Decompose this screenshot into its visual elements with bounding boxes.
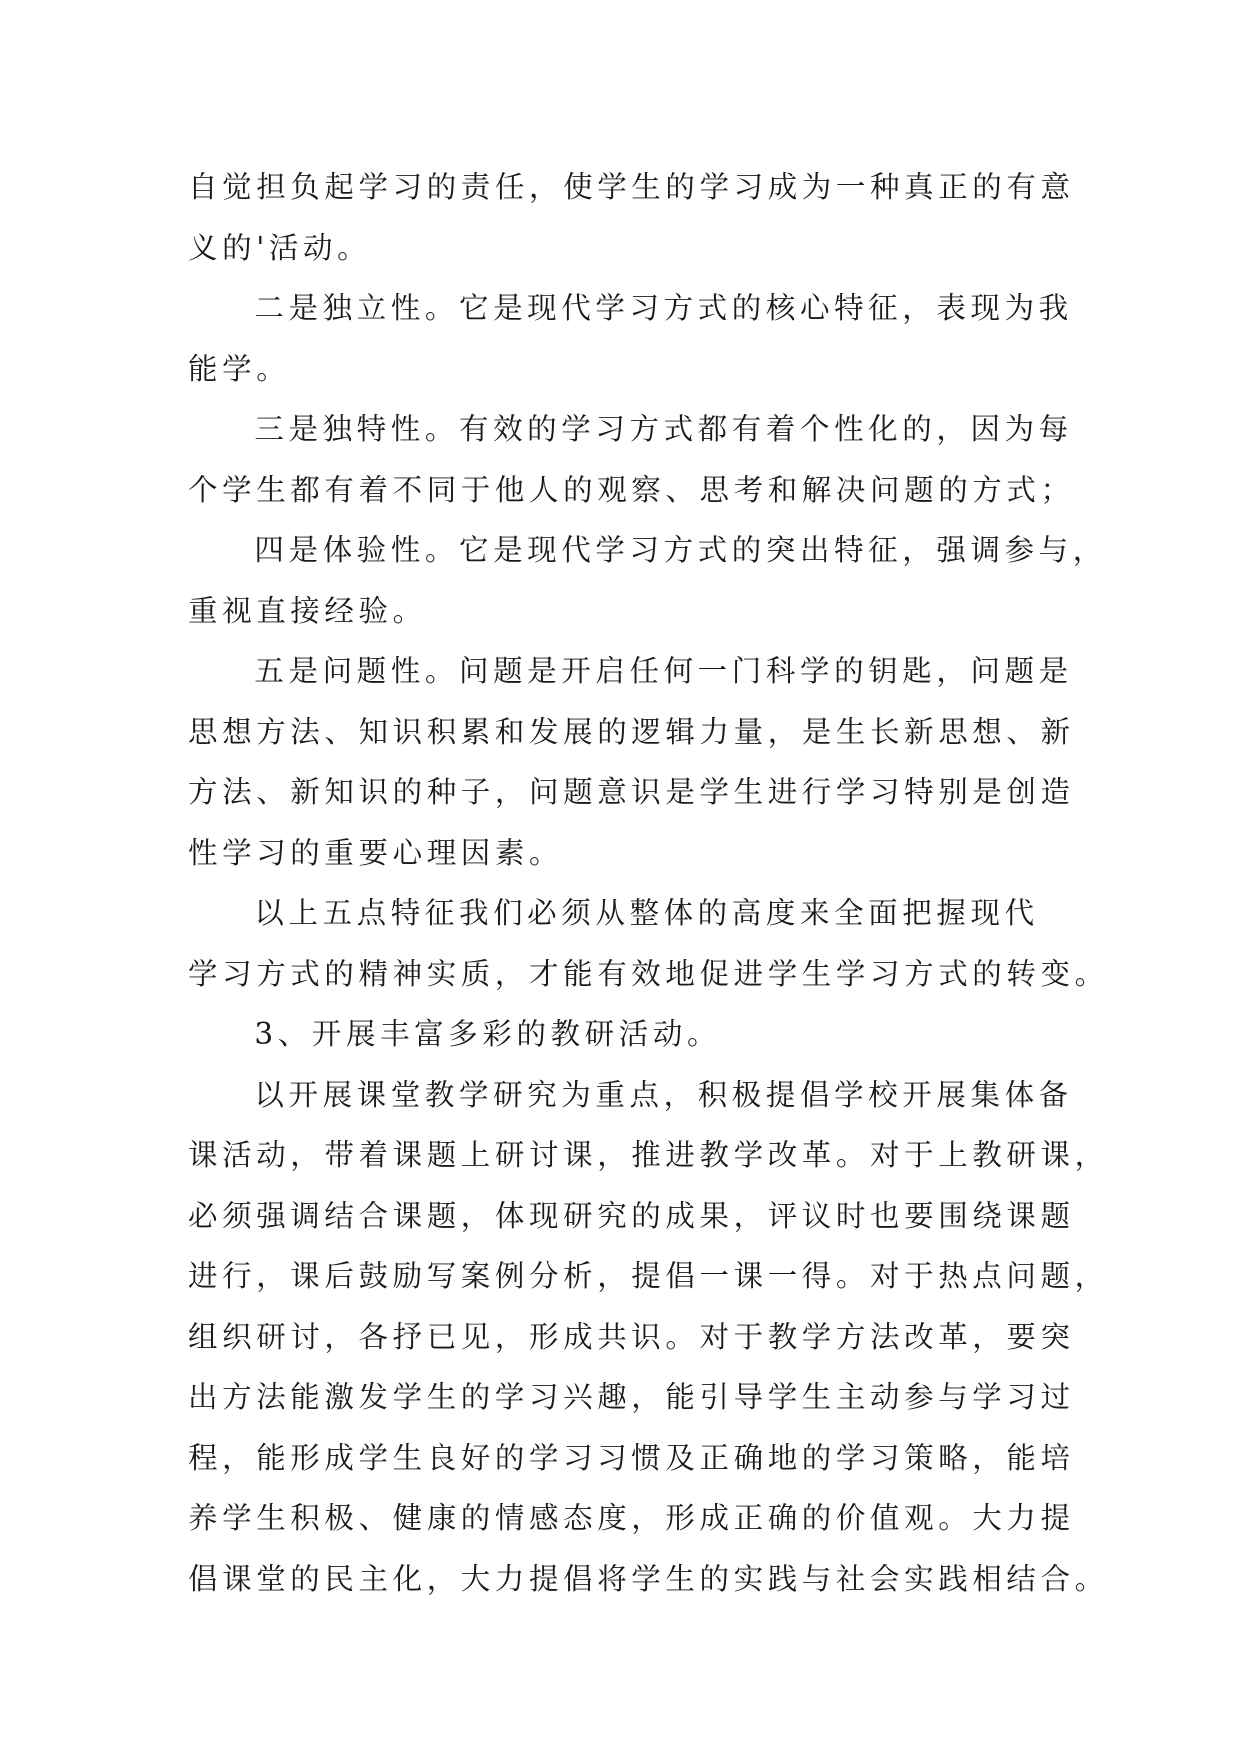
paragraph-teaching-research [188,1065,1109,1610]
paragraph-experience [188,520,1107,641]
text-line: 二是独立性。它是现代学习方式的核心特征，表现为我 [254,291,1073,325]
text-line: 三是独特性。有效的学习方式都有着个性化的，因为每 [254,412,1073,446]
text-line: 3、开展丰富多彩的教研活动。 [254,1017,722,1051]
text-line: 以开展课堂教学研究为重点，积极提倡学校开展集体备 [254,1077,1073,1112]
text-line: 课活动，带着课题上研讨课，推进教学改革。对于上教研课， [188,1138,1109,1172]
paragraph-intro-continuation [188,157,1075,278]
text-line: 组织研讨，各抒已见，形成共识。对于教学方法改革，要突 [188,1319,1075,1354]
text-line: 学习方式的精神实质，才能有效地促进学生学习方式的转变。 [188,956,1109,991]
text-line: 方法、新知识的种子，问题意识是学生进行学习特别是创造 [188,775,1075,809]
text-line: 以上五点特征我们必须从整体的高度来全面把握现代 [254,896,1039,930]
text-line: 五是问题性。问题是开启任何一门科学的钥匙，问题是 [254,654,1073,688]
text-line: 思想方法、知识积累和发展的逻辑力量，是生长新思想、新 [188,714,1075,749]
text-line: 能学。 [188,351,291,386]
text-line: 程，能形成学生良好的学习习惯及正确地的学习策略，能培 [188,1440,1075,1475]
text-line: 进行，课后鼓励写案例分析，提倡一课一得。对于热点问题， [188,1259,1109,1293]
text-line: 养学生积极、健康的情感态度，形成正确的价值观。大力提 [188,1501,1075,1535]
text-line: 四是体验性。它是现代学习方式的突出特征，强调参与， [254,533,1107,567]
paragraph-summary [188,883,1109,1004]
text-line: 重视直接经验。 [188,593,427,628]
text-line: 个学生都有着不同于他人的观察、思考和解决问题的方式； [188,472,1075,507]
text-line: 性学习的重要心理因素。 [188,835,564,870]
paragraph-problem [188,641,1075,883]
document-body [188,157,1109,1609]
text-line: 自觉担负起学习的责任，使学生的学习成为一种真正的有意 [188,170,1075,204]
section-heading-teaching-research [188,1004,1058,1065]
text-line: 必须强调结合课题，体现研究的成果，评议时也要围绕课题 [188,1198,1075,1233]
paragraph-independence [188,278,1073,399]
paragraph-uniqueness [188,399,1075,520]
text-line: 义的'活动。 [188,230,372,265]
text-line: 倡课堂的民主化，大力提倡将学生的实践与社会实践相结合。 [188,1561,1109,1596]
text-line: 出方法能激发学生的学习兴趣，能引导学生主动参与学习过 [188,1380,1075,1414]
